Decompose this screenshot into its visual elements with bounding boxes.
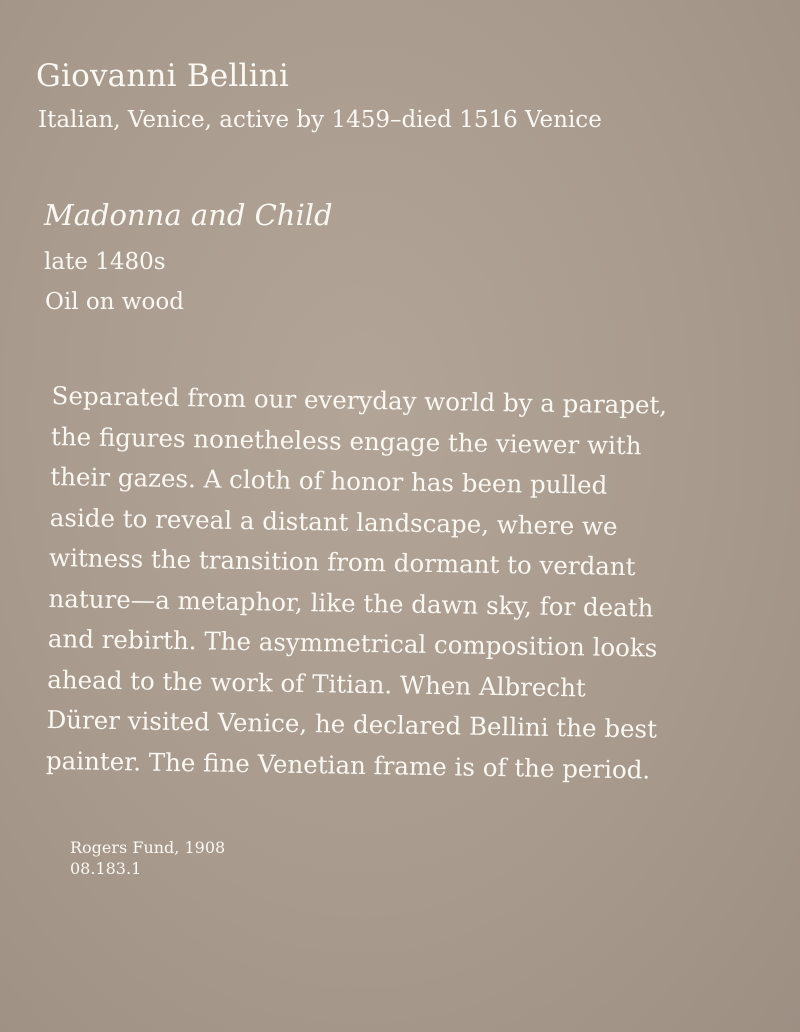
artwork-medium: Oil on wood: [45, 289, 184, 315]
artwork-title: Madonna and Child: [44, 198, 333, 232]
credit-line: Rogers Fund, 1908: [70, 838, 226, 857]
description-line: Dürer visited Venice, he declared Bellini the best: [46, 704, 658, 744]
description-line: and rebirth. The asymmetrical composition looks: [47, 623, 658, 663]
artwork-date: late 1480s: [44, 249, 166, 275]
description-line: aside to reveal a distant landscape, where we: [49, 502, 618, 541]
description-line: nature—a metaphor, like the dawn sky, for death: [48, 583, 654, 622]
artist-nationality-dates: Italian, Venice, active by 1459–died 1516 Venice: [38, 107, 602, 133]
description-line: painter. The fine Venetian frame is of the period.: [45, 745, 651, 784]
artwork-description: [46, 376, 772, 792]
credit-block: [70, 837, 225, 879]
artist-name: Giovanni Bellini: [36, 58, 289, 94]
description-line: witness the transition from dormant to verdant: [48, 542, 636, 582]
description-line: Separated from our everyday world by a parapet,: [51, 380, 668, 420]
accession-number: 08.183.1: [70, 859, 142, 878]
description-line: ahead to the work of Titian. When Albrecht: [47, 664, 586, 702]
description-line: their gazes. A cloth of honor has been pulled: [50, 461, 608, 500]
description-line: the figures nonetheless engage the viewer with: [50, 421, 642, 460]
